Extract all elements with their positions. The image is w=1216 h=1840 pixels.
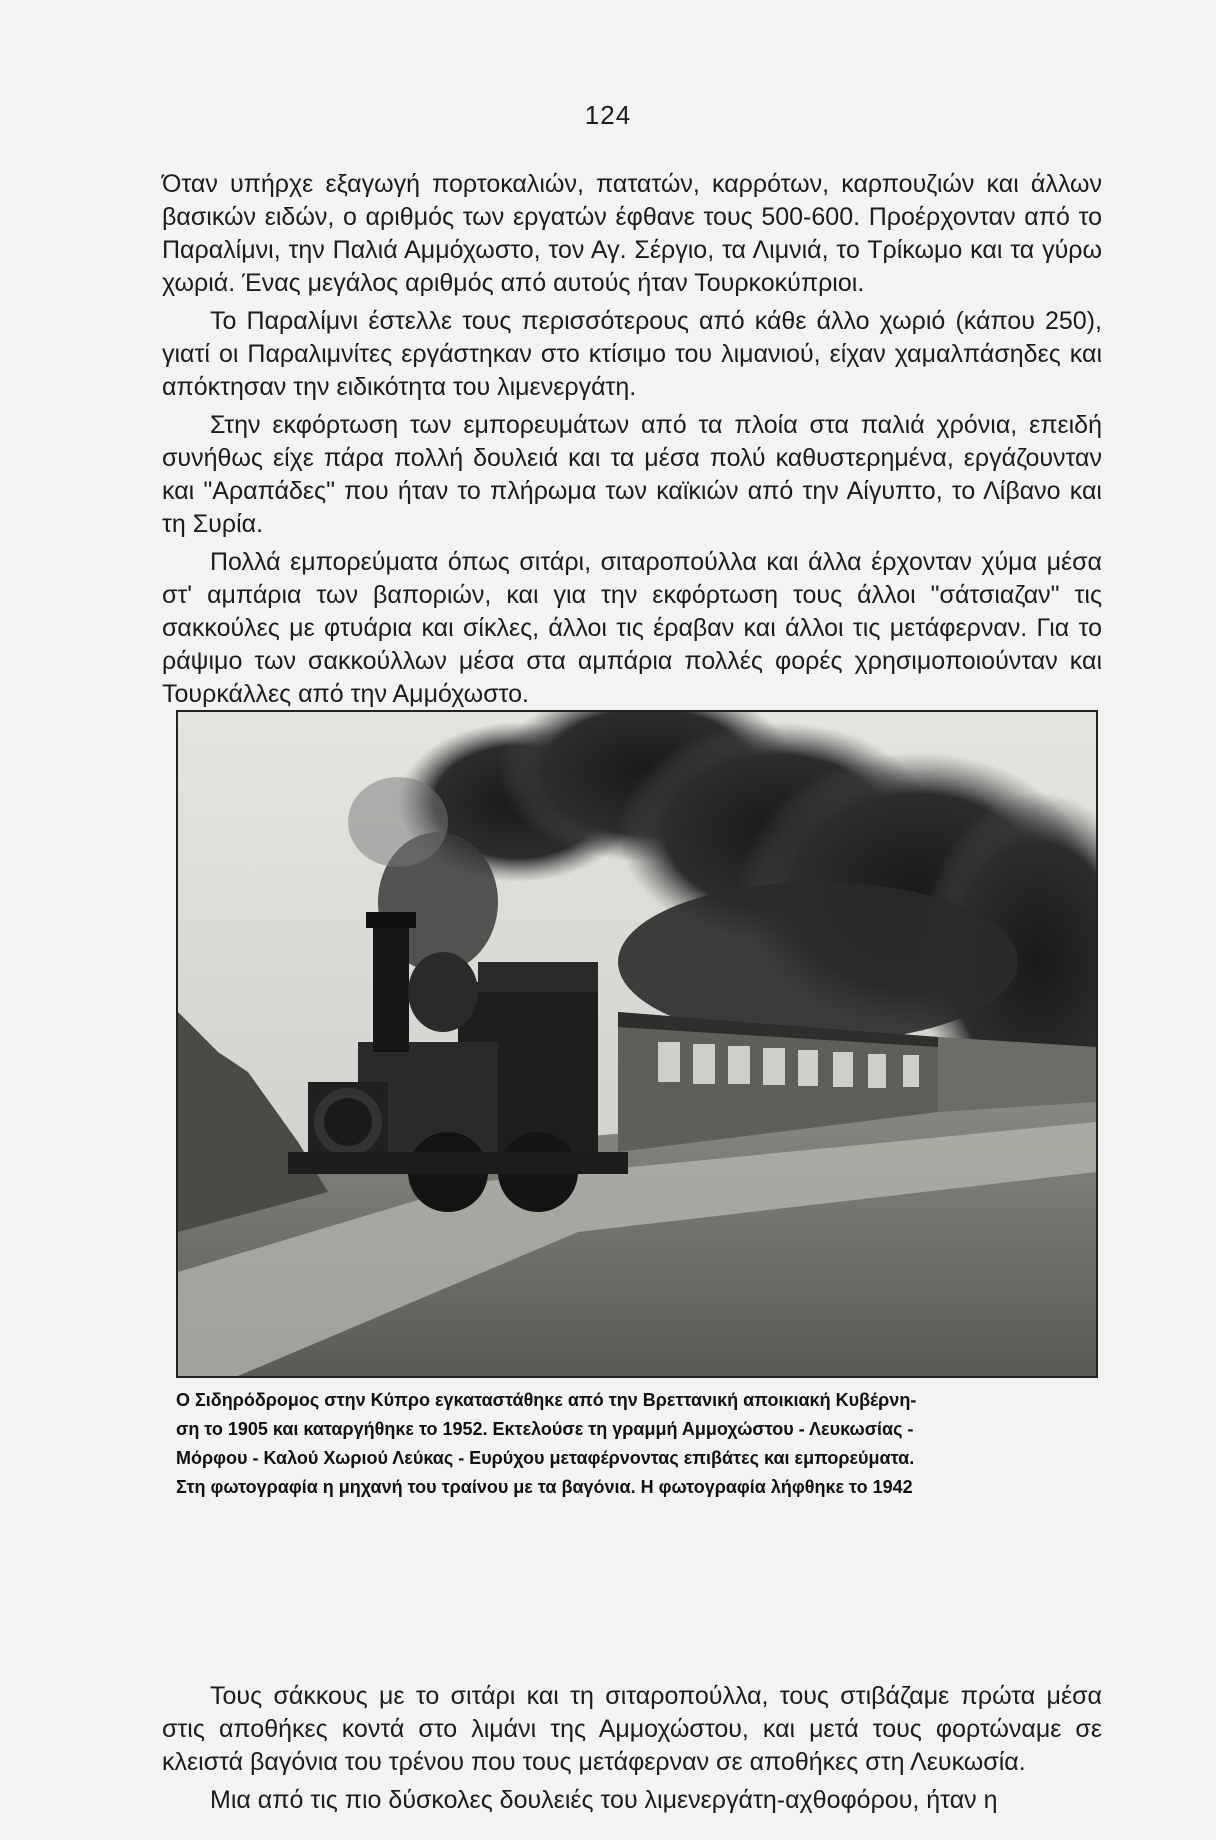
caption-line: Ο Σιδηρόδρομος στην Κύπρο εγκαταστάθηκε από την Βρεττανική αποικιακή Κυβέρνη- [176, 1390, 917, 1410]
page-number: 124 [584, 100, 632, 130]
bottom-text-block [162, 1680, 1102, 1822]
paragraph: Πολλά εμπορεύματα όπως σιτάρι, σιταροπούλλα και άλλα έρχονταν χύμα μέσα στ' αμπάρια των βαποριών, και για την εκφόρτωση τους άλλοι "σάτσιαζαν" τις σακκούλες με φτυάρια και σίκλες, άλλοι τις έραβαν και άλλοι τις μετάφερναν. Για το ράψιμο των σακκούλλων μέσα στα αμπάρια πολλές φορές χρησιμοποιούνταν και Τουρκάλλες από την Αμμόχωστο. [162, 548, 1102, 708]
paragraph: Όταν υπήρχε εξαγωγή πορτοκαλιών, πατατών, καρρότων, καρπουζιών και άλλων βασικών ειδών, ο αριθμός των εργατών έφθανε τους 500-600. Προέρχονταν από το Παραλίμνι, την Παλιά Αμμόχωστο, τον Αγ. Σέργιο, τα Λιμνιά, το Τρίκωμο και τα γύρω χωριά. Ένας μεγάλος αριθμός από αυτούς ήταν Τουρκοκύπριοι. [162, 170, 1102, 297]
paragraph: Στην εκφόρτωση των εμπορευμάτων από τα πλοία στα παλιά χρόνια, επειδή συνήθως είχε πάρα πολλή δουλειά και τα μέσα πολύ καθυστερημένα, εργάζουνταν και "Αραπάδες" που ήταν το πλήρωμα των καϊκιών από την Αίγυπτο, το Λίβανο και τη Συρία. [162, 411, 1102, 538]
paragraph: Μια από τις πιο δύσκολες δουλειές του λιμενεργάτη-αχθοφόρου, ήταν η [210, 1786, 998, 1814]
train-photograph [176, 710, 1098, 1378]
paragraph: Το Παραλίμνι έστελλε τους περισσότερους από κάθε άλλο χωριό (κάπου 250), γιατί οι Παραλιμνίτες εργάστηκαν στο κτίσιμο του λιμανιού, είχαν χαμαλπάσηδες και απόκτησαν την ειδικότητα του λιμενεργάτη. [162, 307, 1102, 401]
caption-line: Μόρφου - Καλού Χωριού Λεύκας - Ευρύχου μεταφέρνοντας επιβάτες και εμπορεύματα. [176, 1448, 915, 1468]
caption-line: ση το 1905 και καταργήθηκε το 1952. Εκτελούσε τη γραμμή Αμμοχώστου - Λευκωσίας - [176, 1419, 914, 1439]
top-text-block [162, 168, 1102, 716]
paragraph: Τους σάκκους με το σιτάρι και τη σιταροπούλλα, τους στιβάζαμε πρώτα μέσα στις αποθήκες κοντά στο λιμάνι της Αμμοχώστου, και μετά τους φορτώναμε σε κλειστά βαγόνια του τρένου που τους μετάφερναν σε αποθήκες στη Λευκωσία. [162, 1682, 1102, 1776]
photo-caption [176, 1386, 1094, 1502]
caption-line: Στη φωτογραφία η μηχανή του τραίνου με τα βαγόνια. Η φωτογραφία λήφθηκε το 1942 [176, 1477, 913, 1497]
